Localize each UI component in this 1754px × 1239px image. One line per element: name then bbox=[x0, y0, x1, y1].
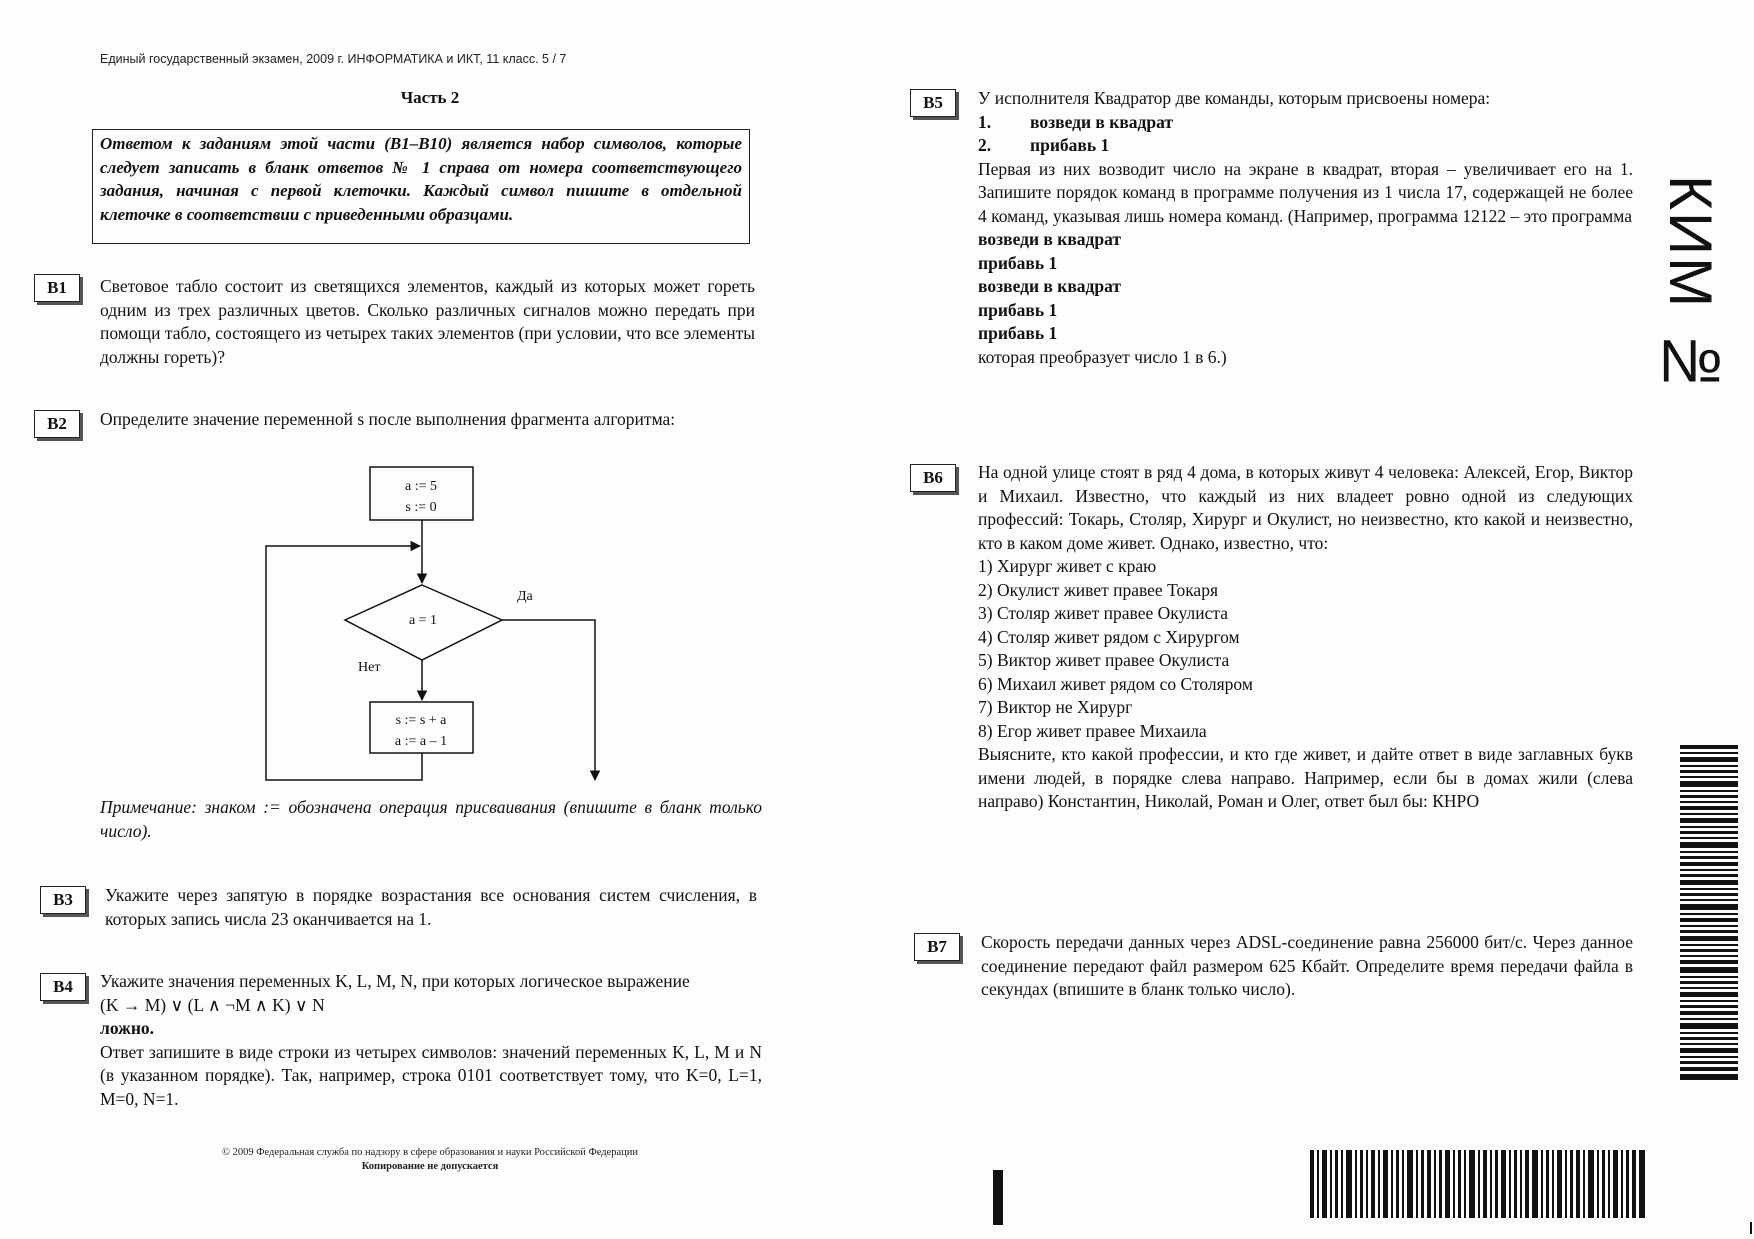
fact-item: 5) Виктор живет правее Окулиста bbox=[978, 650, 1230, 670]
task-b1-tag: B1 bbox=[34, 274, 80, 302]
task-b5-block bbox=[978, 87, 1633, 369]
task-b5-tag: B5 bbox=[910, 89, 956, 117]
flow-init-line2: s := 0 bbox=[405, 500, 437, 515]
vertical-barcode bbox=[1680, 745, 1738, 1080]
fact-item: 4) Столяр живет рядом с Хирургом bbox=[978, 626, 1240, 647]
task-b5-end: которая преобразует число 1 в 6.) bbox=[978, 346, 1227, 367]
task-b6-text: На одной улице стоят в ряд 4 дома, в которых живут 4 человека: Алексей, Егор, Виктор и Михаил. Известно, что каждый из них владеет ровно одной из следующих профессий: Токарь, Столяр, Хирург и Окулист, но неизвестно, кто какой и неизвестно, кто в каком доме живет. Однако, известно, что: bbox=[978, 462, 1633, 553]
task-b6-facts bbox=[978, 555, 1633, 743]
task-b7-tag: B7 bbox=[914, 933, 960, 961]
flowchart bbox=[0, 0, 760, 800]
program-line: прибавь 1 bbox=[978, 323, 1058, 343]
task-b1-text: Световое табло состоит из светящихся элементов, каждый из которых может гореть одним из трех различных цветов. Сколько различных сигналов можно передать при помощи табло, состоящего из четырех таких элементов (при условии, что все элементы должны гореть)? bbox=[100, 276, 755, 367]
task-b5-text: Первая из них возводит число на экране в квадрат, вторая – увеличивает его на 1. Запишите порядок команд в программе получения из 1 числа 17, содержащей не более 4 команд, указывая лишь номера команд. (Например, программа 12122 – это программа bbox=[978, 158, 1633, 226]
fact-item: 8) Егор живет правее Михаила bbox=[978, 720, 1207, 741]
flow-yes-label: Да bbox=[517, 589, 533, 604]
task-b4-text1: Укажите значения переменных K, L, M, N, при которых логическое выражение bbox=[100, 971, 690, 991]
task-b2-tag: B2 bbox=[34, 410, 80, 438]
fact-item: 7) Виктор не Хирург bbox=[978, 697, 1133, 717]
task-b5-cmd1-text: возведи в квадрат bbox=[1030, 111, 1173, 132]
footer-line1: © 2009 Федеральная служба по надзору в сфере образования и науки Российской Федерации bbox=[221, 1147, 639, 1158]
program-line: прибавь 1 bbox=[978, 299, 1058, 320]
task-b4-false-word: ложно. bbox=[100, 1018, 155, 1038]
program-line: возведи в квадрат bbox=[978, 229, 1121, 249]
task-b3-tag: B3 bbox=[40, 886, 86, 914]
flow-loop-line2: a := a – 1 bbox=[394, 734, 448, 749]
task-b5-program bbox=[978, 228, 1633, 346]
task-b5-cmd2-num: 2. bbox=[978, 135, 992, 155]
program-line: возведи в квадрат bbox=[978, 276, 1121, 296]
task-b6-end: Выясните, кто какой профессии, и кто где живет, и дайте ответ в виде заглавных букв имени людей, в порядке слева направо. Например, если бы в домах жили (слева направо) Константин, Николай, Роман и Олег, ответ был бы: КНРО bbox=[978, 744, 1633, 811]
task-b2-text: Определите значение переменной s после выполнения фрагмента алгоритма: bbox=[100, 409, 676, 429]
task-b2-note: Примечание: знаком := обозначена операция присваивания (впишите в бланк только число). bbox=[100, 797, 762, 841]
task-b5-cmd2 bbox=[978, 134, 1633, 158]
task-b6-tag: B6 bbox=[910, 464, 956, 492]
fact-item: 6) Михаил живет рядом со Столяром bbox=[978, 673, 1253, 694]
task-b5-cmd1 bbox=[978, 111, 1633, 135]
task-b4-expression: (K → M) ∨ (L ∧ ¬M ∧ K) ∨ N bbox=[100, 994, 325, 1015]
task-b7-text: Скорость передачи данных через ADSL-соединение равна 256000 бит/с. Через данное соединение передают файл размером 625 Кбайт. Определите время передачи файла в секундах (впишите в бланк только число). bbox=[981, 932, 1633, 999]
instructions-box: Ответом к заданиям этой части (B1–B10) является набор символов, которые следует записать в бланк ответов № 1 справа от номера соответствующего задания, начиная с первой клеточки. Каждый символ пишите в отдельной клеточке в соответствии с приведенными образцами. bbox=[92, 129, 750, 244]
copyright-footer bbox=[140, 1146, 720, 1174]
task-b4-text2: Ответ запишите в виде строки из четырех символов: значений переменных K, L, M и N (в указанном порядке). Так, например, строка 0101 соответствует тому, что K=0, L=1, M=0, N=1. bbox=[100, 1041, 762, 1109]
fact-item: 1) Хирург живет с краю bbox=[978, 556, 1157, 576]
task-b5-intro: У исполнителя Квадратор две команды, которым присвоены номера: bbox=[978, 88, 1491, 108]
flow-condition-text: a = 1 bbox=[408, 613, 438, 628]
registration-mark bbox=[993, 1170, 1003, 1225]
flow-init-line1: a := 5 bbox=[405, 479, 437, 494]
registration-mark bbox=[1750, 1222, 1752, 1234]
horizontal-barcode bbox=[1310, 1150, 1645, 1218]
kim-label: КИМ № bbox=[1657, 175, 1724, 397]
task-b6-block bbox=[978, 461, 1633, 814]
task-b5-cmd1-num: 1. bbox=[978, 111, 992, 132]
task-b3-text: Укажите через запятую в порядке возрастания все основания систем счисления, в которых запись числа 23 оканчивается на 1. bbox=[105, 885, 757, 929]
page-header: Единый государственный экзамен, 2009 г. ИНФОРМАТИКА и ИКТ, 11 класс. 5 / 7 bbox=[100, 52, 567, 66]
part-title: Часть 2 bbox=[400, 88, 460, 107]
footer-line2: Копирование не допускается bbox=[361, 1161, 499, 1172]
program-line: прибавь 1 bbox=[978, 252, 1058, 273]
fact-item: 2) Окулист живет правее Токаря bbox=[978, 579, 1219, 600]
task-b4-tag: B4 bbox=[40, 973, 86, 1001]
flow-no-label: Нет bbox=[358, 660, 381, 675]
fact-item: 3) Столяр живет правее Окулиста bbox=[978, 603, 1228, 623]
task-b4-block bbox=[100, 970, 762, 1111]
task-b5-cmd2-text: прибавь 1 bbox=[1030, 135, 1110, 155]
flow-loop-line1: s := s + a bbox=[395, 713, 447, 728]
